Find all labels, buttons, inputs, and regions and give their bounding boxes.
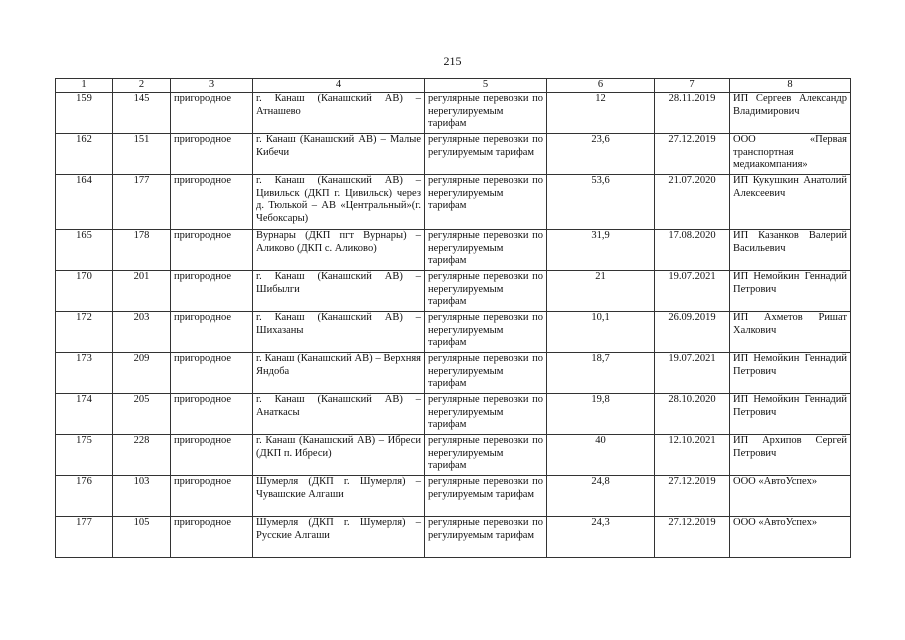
route-type-cell: пригородное [171,134,253,175]
route-number-cell: 177 [113,175,171,230]
table-row [56,271,851,312]
transport-type-cell: регулярные перевозки по нерегулируемым тарифам [425,175,547,230]
route-length-cell: 24,8 [547,476,655,517]
date-cell: 19.07.2021 [655,353,730,394]
route-name-cell: Вурнары (ДКП пгт Вурнары) – Аликово (ДКП с. Аликово) [253,230,425,271]
table-row [56,175,851,230]
date-cell: 26.09.2019 [655,312,730,353]
registry-number-cell: 164 [56,175,113,230]
registry-number-cell: 177 [56,517,113,558]
route-type-cell: пригородное [171,517,253,558]
carrier-cell: ИП Немойкин Геннадий Петрович [730,353,851,394]
transport-type-cell: регулярные перевозки по регулируемым тарифам [425,517,547,558]
date-cell: 27.12.2019 [655,476,730,517]
carrier-cell: ООО «Первая транспортная медиакомпания» [730,134,851,175]
date-cell: 12.10.2021 [655,435,730,476]
route-number-cell: 209 [113,353,171,394]
date-cell: 17.08.2020 [655,230,730,271]
page-number: 215 [443,54,462,68]
routes-registry-table [55,78,851,558]
route-length-cell: 31,9 [547,230,655,271]
table-row [56,312,851,353]
column-header-8: 8 [730,79,851,93]
registry-number-cell: 170 [56,271,113,312]
transport-type-cell: регулярные перевозки по нерегулируемым тарифам [425,271,547,312]
route-number-cell: 105 [113,517,171,558]
route-length-cell: 21 [547,271,655,312]
carrier-cell: ИП Немойкин Геннадий Петрович [730,394,851,435]
carrier-cell: ООО «АвтоУспех» [730,476,851,517]
route-name-cell: г. Канаш (Канашский АВ) – Малые Кибечи [253,134,425,175]
header-row [56,79,851,93]
carrier-cell: ООО «АвтоУспех» [730,517,851,558]
route-type-cell: пригородное [171,175,253,230]
route-type-cell: пригородное [171,271,253,312]
table-row [56,435,851,476]
table-row [56,93,851,134]
route-length-cell: 10,1 [547,312,655,353]
route-length-cell: 24,3 [547,517,655,558]
route-number-cell: 228 [113,435,171,476]
route-name-cell: г. Канаш (Канашский АВ) – Верхняя Яндоба [253,353,425,394]
route-length-cell: 12 [547,93,655,134]
route-name-cell: г. Канаш (Канашский АВ) – Ибреси (ДКП п. Ибреси) [253,435,425,476]
transport-type-cell: регулярные перевозки по нерегулируемым тарифам [425,93,547,134]
column-header-6: 6 [547,79,655,93]
route-name-cell: Шумерля (ДКП г. Шумерля) – Чувашские Алгаши [253,476,425,517]
table-row [56,394,851,435]
carrier-cell: ИП Кукушкин Анатолий Алексеевич [730,175,851,230]
carrier-cell: ИП Ахметов Ришат Халкович [730,312,851,353]
date-cell: 27.12.2019 [655,517,730,558]
transport-type-cell: регулярные перевозки по нерегулируемым тарифам [425,230,547,271]
route-number-cell: 151 [113,134,171,175]
registry-number-cell: 162 [56,134,113,175]
table-row [56,517,851,558]
registry-number-cell: 173 [56,353,113,394]
route-type-cell: пригородное [171,353,253,394]
route-name-cell: г. Канаш (Канашский АВ) – Шихазаны [253,312,425,353]
route-type-cell: пригородное [171,476,253,517]
carrier-cell: ИП Казанков Валерий Васильевич [730,230,851,271]
date-cell: 21.07.2020 [655,175,730,230]
transport-type-cell: регулярные перевозки по нерегулируемым тарифам [425,394,547,435]
table-body [56,93,851,558]
route-number-cell: 145 [113,93,171,134]
column-header-2: 2 [113,79,171,93]
carrier-cell: ИП Архипов Сергей Петрович [730,435,851,476]
registry-number-cell: 175 [56,435,113,476]
transport-type-cell: регулярные перевозки по регулируемым тарифам [425,134,547,175]
date-cell: 28.10.2020 [655,394,730,435]
route-type-cell: пригородное [171,93,253,134]
route-name-cell: г. Канаш (Канашский АВ) – Шибылги [253,271,425,312]
route-number-cell: 178 [113,230,171,271]
route-number-cell: 201 [113,271,171,312]
route-length-cell: 23,6 [547,134,655,175]
registry-number-cell: 174 [56,394,113,435]
column-header-4: 4 [253,79,425,93]
route-length-cell: 19,8 [547,394,655,435]
route-type-cell: пригородное [171,230,253,271]
route-number-cell: 203 [113,312,171,353]
route-type-cell: пригородное [171,312,253,353]
registry-number-cell: 176 [56,476,113,517]
route-name-cell: Шумерля (ДКП г. Шумерля) – Русские Алгаши [253,517,425,558]
route-length-cell: 40 [547,435,655,476]
route-number-cell: 205 [113,394,171,435]
route-length-cell: 53,6 [547,175,655,230]
carrier-cell: ИП Немойкин Геннадий Петрович [730,271,851,312]
transport-type-cell: регулярные перевозки по нерегулируемым тарифам [425,312,547,353]
column-header-3: 3 [171,79,253,93]
date-cell: 28.11.2019 [655,93,730,134]
table-row [56,476,851,517]
column-header-5: 5 [425,79,547,93]
route-length-cell: 18,7 [547,353,655,394]
registry-number-cell: 165 [56,230,113,271]
route-name-cell: г. Канаш (Канашский АВ) – Атнашево [253,93,425,134]
transport-type-cell: регулярные перевозки по регулируемым тарифам [425,476,547,517]
transport-type-cell: регулярные перевозки по нерегулируемым тарифам [425,353,547,394]
route-type-cell: пригородное [171,435,253,476]
date-cell: 27.12.2019 [655,134,730,175]
registry-number-cell: 159 [56,93,113,134]
route-type-cell: пригородное [171,394,253,435]
transport-type-cell: регулярные перевозки по нерегулируемым тарифам [425,435,547,476]
column-header-7: 7 [655,79,730,93]
table-row [56,353,851,394]
route-name-cell: г. Канаш (Канашский АВ) – Цивильск (ДКП г. Цивильск) через д. Тюлькой – АВ «Центральный»(г. Чебоксары) [253,175,425,230]
carrier-cell: ИП Сергеев Александр Владимирович [730,93,851,134]
table-row [56,134,851,175]
route-number-cell: 103 [113,476,171,517]
registry-number-cell: 172 [56,312,113,353]
date-cell: 19.07.2021 [655,271,730,312]
column-header-1: 1 [56,79,113,93]
route-name-cell: г. Канаш (Канашский АВ) – Анаткасы [253,394,425,435]
table-row [56,230,851,271]
